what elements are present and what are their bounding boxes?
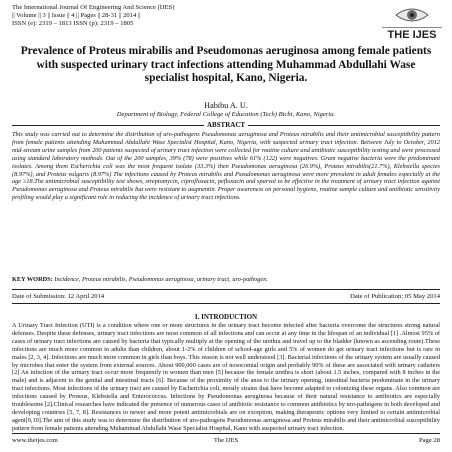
keywords-label: KEY WORDS: bbox=[12, 276, 53, 283]
footer-page: Page 28 bbox=[418, 437, 440, 444]
section-heading: I. INTRODUCTION bbox=[194, 313, 258, 321]
paper-title: Prevalence of Proteus mirabilis and Pseudomonas aeruginosa among female patients with suspected urinary tract infections attending Muhammad Abdullahi Wase specialist hospital, Kano, Nigeria. bbox=[20, 45, 432, 84]
date-submission: Date of Submission: 12 April 2014 bbox=[12, 293, 105, 300]
footer-url[interactable]: www.theijes.com bbox=[12, 437, 58, 444]
abstract-heading: ABSTRACT bbox=[0, 121, 452, 129]
eye-logo-icon bbox=[394, 5, 430, 25]
affiliation: Department of Biology, Federal College of Education (Tech) Bichi, Kano, Nigeria. bbox=[116, 111, 336, 118]
author: Habibu A. U. bbox=[204, 101, 248, 110]
footer-rule bbox=[12, 433, 440, 434]
keywords-text: Incidence, Proteus mirabilis, Pseudomonas aeruginosa, urinary tract, uro-pathogen. bbox=[54, 276, 268, 283]
footer-journal: The IJES bbox=[213, 437, 239, 444]
dates-rule-bottom bbox=[12, 303, 440, 304]
journal-logo bbox=[382, 5, 442, 43]
journal-volume: || Volume || 3 || Issue || 4 || Pages || 28-31 || 2014 || bbox=[12, 12, 141, 20]
abstract-text: This study was carried out to determine the distribution of uro-pathogens Pseudomonas aeruginosa and Proteus mirabilis and their antimicrobial susceptibility pattern from female patients attending Muhammad Abdullahi Wase Specialist Hospital, Kano, Nigeria, with suspected urinary tract infection. Between July to October, 2012 mid-stream urine samples from 200 patients suspected of urinary tract infection were collected for routine culture and antibiotic susceptibility testing and were processed using standard laboratory methods. Out of the 200 samples, 39% (78) were positives while 61% (122) were negatives. Gram negative bacteria were the predominant isolates. Among them Escherichia coli was the most frequent isolate (33.3%) then Pseudomonas aeruginosa (26.9%), Proteus mirabilis(21.7%), Klebsiella species (8.97%), and Proteus vulgaris (8.97%) The infections caused by Proteus mirabilis and Pseudomonas aeruginosa were more prevalent in adult females especially at the age ≥18.The antimicrobial susceptibility test shows, streptomycin, ciprofloxacin, pefloxacin and sparval to be effective in the treatment of urinary tract infection against Pseudomonas aeruginosa and Proteus mirabilis but were resistant to augmentin. Proper awareness on personal hygiene, routine sample culture and antibiotic sensitivity profiling would play a significant role in reducing the incidence of urinary tract infections. bbox=[12, 131, 440, 202]
dates-rule-top bbox=[12, 289, 440, 290]
logo-text: THE IJES bbox=[382, 27, 442, 41]
journal-header bbox=[12, 4, 352, 29]
keywords bbox=[12, 276, 440, 284]
journal-issn: ISSN (e): 2319 – 1813 ISSN (p): 2319 – 1805 bbox=[12, 20, 134, 28]
journal-name: The International Journal Of Engineering And Science (IJES) bbox=[12, 4, 175, 11]
date-publication: Date of Publication: 05 May 2014 bbox=[350, 293, 440, 300]
intro-text: A Urinary Tract Infection (UTI) is a condition where one or more structures in the urinary tract become infected after bacteria overcome the structures strong natural defenses. Despite these defenses, urinary tract infections are most common of all infections and can occur at any time in the lifespan of an individual [1] .Almost 95% of cases of urinary tract infections are caused by bacteria that typically multiply at the opening of the urethra and travel up to the bladder (known as ascending route).These infections are much more common in adults than children, about 1-2% of children of school-age girls and 5% of women do get urinary tract infections but is rare in males [2, 3, 4]. Infections are much more common in girls than boys. This reason is not well understood [3]. Bacterial infections of the urinary system are usually caused by microbes that enter the system from external sources. About 900,000 cases are of nosocomial origin and probably 90% of these are associated with urinary catheters [2] An infection of the urinary tract occur more frequently in women than men [5] because the female urethra is short (about 1.5 inches, compared with 8 inches in the male) and is adjacent to the genital and intestinal tracts [6]. Because of the proximity of the anus to the urinary opening, intestinal bacteria predominate in the urinary tract infections. Most infections of the urinary tract are caused by Escherichia coli, mostly strains that have become adapted to colonizing these organs. Also common are infections caused by Proteus, Klebsiella and Enterococcus. Infections by Pseudomonas aeruginosa because of their natural resistance to antibiotics are especially troublesome [2].Clinical researches have indicated the presence of numerous cases of antibiotic resistance to common antibiotics by uro-pathogens in both developed and developing countries [5, 7, 8]. Resistances to newer and more potent antimicrobials are on exception, making therapeutic options very limited to certain antimicrobial agent[9,10].The aim of this study was to determine the distribution of uro-pathogens Pseudomonas aeruginosa and Proteus mirabilis and their antimicrobial susceptibility pattern from female patients attending Muhammad Abdullahi Wase Specialist Hospital, Kano with suspected urinary tract infection. bbox=[12, 322, 440, 432]
